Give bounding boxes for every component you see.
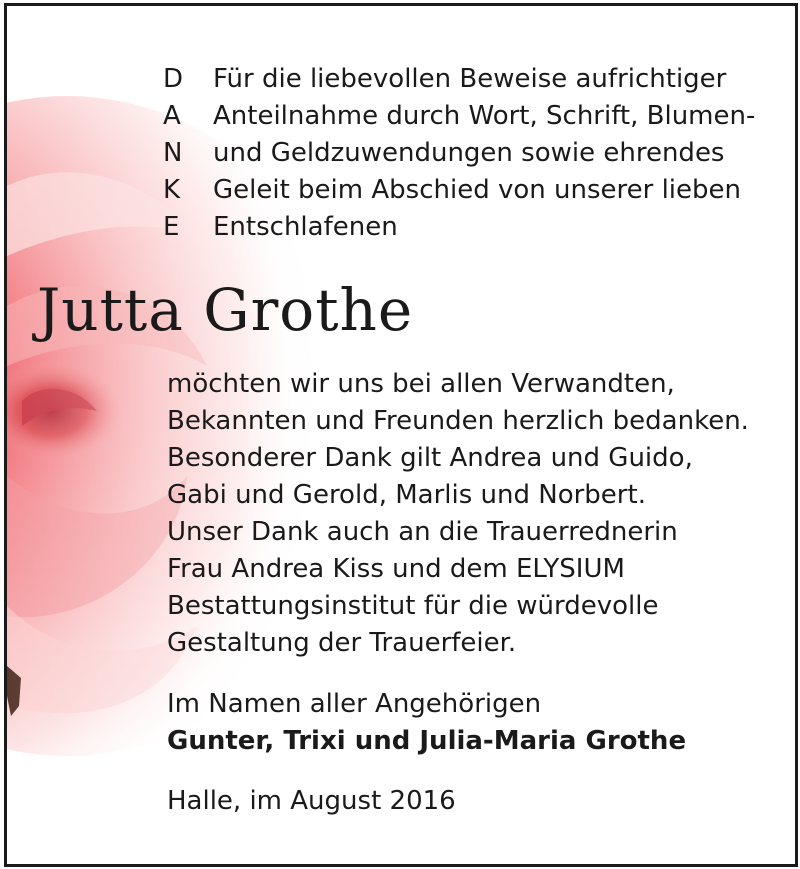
- signature-families: Gunter, Trixi und Julia-Maria Grothe: [167, 726, 687, 756]
- acrostic-letter: E: [163, 212, 180, 242]
- danke-block: [163, 61, 755, 246]
- intro-line: und Geldzuwendungen sowie ehrendes: [213, 138, 725, 168]
- thanks-line: Unser Dank auch an die Trauerrednerin: [167, 517, 678, 547]
- intro-line: Geleit beim Abschied von unserer lieben: [213, 175, 741, 205]
- thanks-text: [167, 366, 749, 662]
- thanks-line: Besonderer Dank gilt Andrea und Guido,: [167, 443, 693, 473]
- danke-row: [163, 209, 755, 246]
- danke-row: [163, 61, 755, 98]
- intro-line: Für die liebevollen Beweise aufrichtiger: [213, 64, 727, 94]
- danke-row: [163, 98, 755, 135]
- thanks-line: Bekannten und Freunden herzlich bedanken.: [167, 406, 749, 436]
- obituary-card: [4, 3, 798, 867]
- thanks-line: möchten wir uns bei allen Verwandten,: [167, 369, 675, 399]
- intro-line: Entschlafenen: [213, 212, 398, 242]
- acrostic-letter: A: [163, 101, 181, 131]
- thanks-line: Frau Andrea Kiss und dem ELYSIUM: [167, 554, 625, 584]
- signature-block: [167, 686, 686, 760]
- acrostic-letter: D: [163, 64, 184, 94]
- thanks-line: Bestattungsinstitut für die würdevolle: [167, 591, 659, 621]
- thanks-line: Gestaltung der Trauerfeier.: [167, 628, 517, 658]
- acrostic-letter: N: [163, 138, 183, 168]
- signature-preamble: Im Namen aller Angehörigen: [167, 689, 542, 719]
- thanks-line: Gabi und Gerold, Marlis und Norbert.: [167, 480, 646, 510]
- intro-line: Anteilnahme durch Wort, Schrift, Blumen-: [213, 101, 756, 131]
- place-date: Halle, im August 2016: [167, 786, 456, 816]
- acrostic-letter: K: [163, 175, 181, 205]
- deceased-name: Jutta Grothe: [37, 276, 414, 344]
- danke-row: [163, 135, 755, 172]
- danke-row: [163, 172, 755, 209]
